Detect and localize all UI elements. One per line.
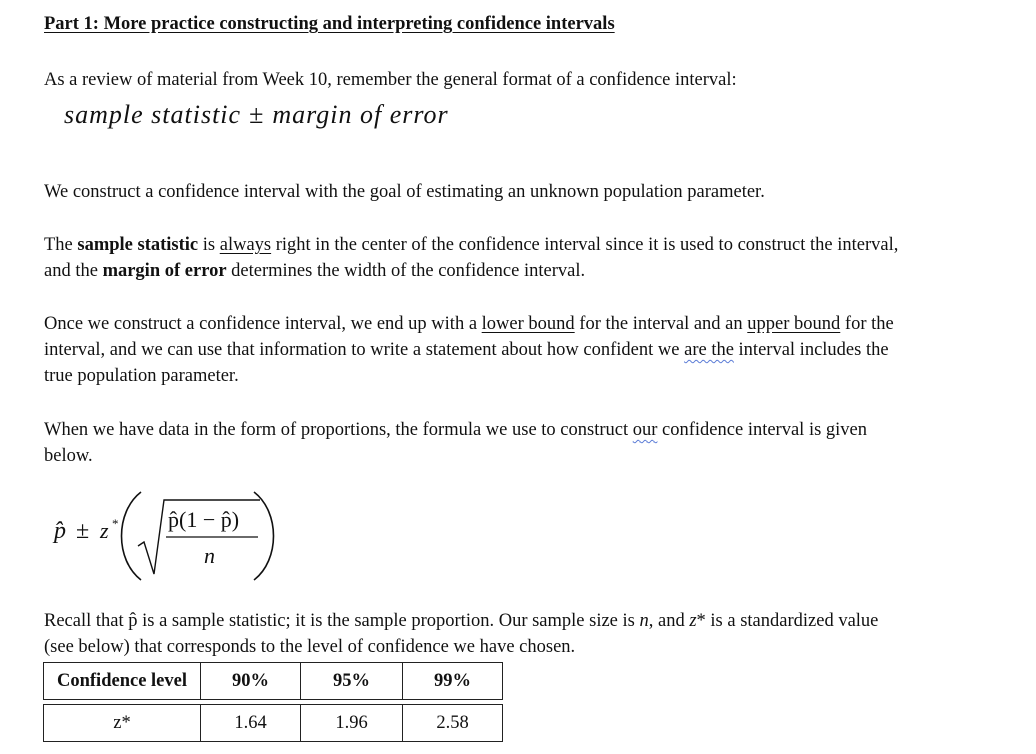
underlined-always: always [219, 235, 272, 255]
formula-sample-statistic: sample statistic [64, 100, 242, 129]
text-run: Recall that p̂ is a sample statistic; it is the sample proportion. Our sample size is [44, 611, 640, 631]
paragraph-line [44, 311, 1004, 337]
text-run: When we have data in the form of proportions, the formula we use to construct [44, 420, 633, 440]
text-run: confidence interval is given [657, 420, 868, 440]
paragraph-line [44, 363, 1004, 389]
table-cell: 1.64 [201, 705, 301, 742]
paragraph-parameter: We construct a confidence interval with the goal of estimating an unknown population parameter. [44, 182, 765, 202]
intro-text: As a review of material from Week 10, remember the general format of a confidence interval: [44, 70, 737, 90]
paragraph-line [44, 417, 1004, 443]
general-formula [64, 100, 449, 130]
table-row [44, 705, 503, 742]
text-run: interval includes the [733, 340, 889, 360]
confidence-level-table [43, 662, 503, 742]
paragraph-line [44, 634, 1004, 660]
paragraph-bounds [44, 311, 1004, 389]
paragraph-proportions [44, 417, 1004, 469]
paragraph-line [44, 258, 1004, 284]
right-paren [254, 492, 274, 580]
text-run: is a standardized value [705, 611, 879, 631]
underlined-upper-bound: upper bound [747, 314, 841, 334]
grammar-flagged-our[interactable]: our [632, 420, 658, 440]
formula-margin-of-error: margin of error [272, 100, 449, 129]
z-star-asterisk: * [696, 611, 706, 631]
italic-n: n [639, 611, 649, 631]
underlined-lower-bound: lower bound [481, 314, 575, 334]
text-run: , and [648, 611, 690, 631]
text-run: is [198, 235, 220, 255]
text-run: for the interval and an [574, 314, 748, 334]
table-header-row [44, 663, 503, 700]
text-run: true population parameter. [44, 366, 239, 386]
text-run: The [44, 235, 78, 255]
text-run: determines the width of the confidence interval. [226, 261, 586, 281]
formula-p-hat: p̂ [54, 518, 66, 544]
formula-plus-minus: ± [249, 100, 265, 129]
table-header-cell: 90% [201, 663, 301, 700]
table-header-cell: 99% [403, 663, 503, 700]
paragraph-line [44, 232, 1004, 258]
grammar-flagged-are-the[interactable]: are the [684, 340, 734, 360]
table-cell: 2.58 [403, 705, 503, 742]
paragraph-line [44, 443, 1004, 469]
formula-denominator: n [204, 543, 215, 568]
formula-plus-minus-symbol: ± [76, 518, 90, 544]
table-header-cell: Confidence level [44, 663, 201, 700]
text-run: (see below) that corresponds to the level of confidence we have chosen. [44, 637, 576, 657]
bold-term-margin-of-error: margin of error [102, 261, 227, 281]
paragraph-line [44, 337, 1004, 363]
formula-z: z [100, 518, 109, 543]
table-cell: 1.96 [301, 705, 403, 742]
text-run: right in the center of the confidence interval since it is used to construct the interval, [271, 235, 899, 255]
table-cell: z* [44, 705, 201, 742]
paragraph-recall [44, 608, 1004, 660]
bold-term-sample-statistic: sample statistic [77, 235, 199, 255]
formula-z-star: * [112, 516, 119, 531]
italic-z: z [689, 611, 697, 631]
paragraph-sample-statistic [44, 232, 1004, 284]
text-run: Once we construct a confidence interval, we end up with a [44, 314, 482, 334]
formula-numerator: p̂(1 − p̂) [168, 507, 240, 532]
paragraph-line [44, 608, 1004, 634]
left-paren [122, 492, 142, 580]
page-title: Part 1: More practice constructing and interpreting confidence intervals [44, 14, 615, 34]
proportion-ci-formula [46, 486, 296, 586]
text-run: below. [44, 446, 93, 466]
table-header-cell: 95% [301, 663, 403, 700]
text-run: interval, and we can use that information to write a statement about how confident we [44, 340, 685, 360]
text-run: and the [44, 261, 103, 281]
text-run: for the [840, 314, 894, 334]
